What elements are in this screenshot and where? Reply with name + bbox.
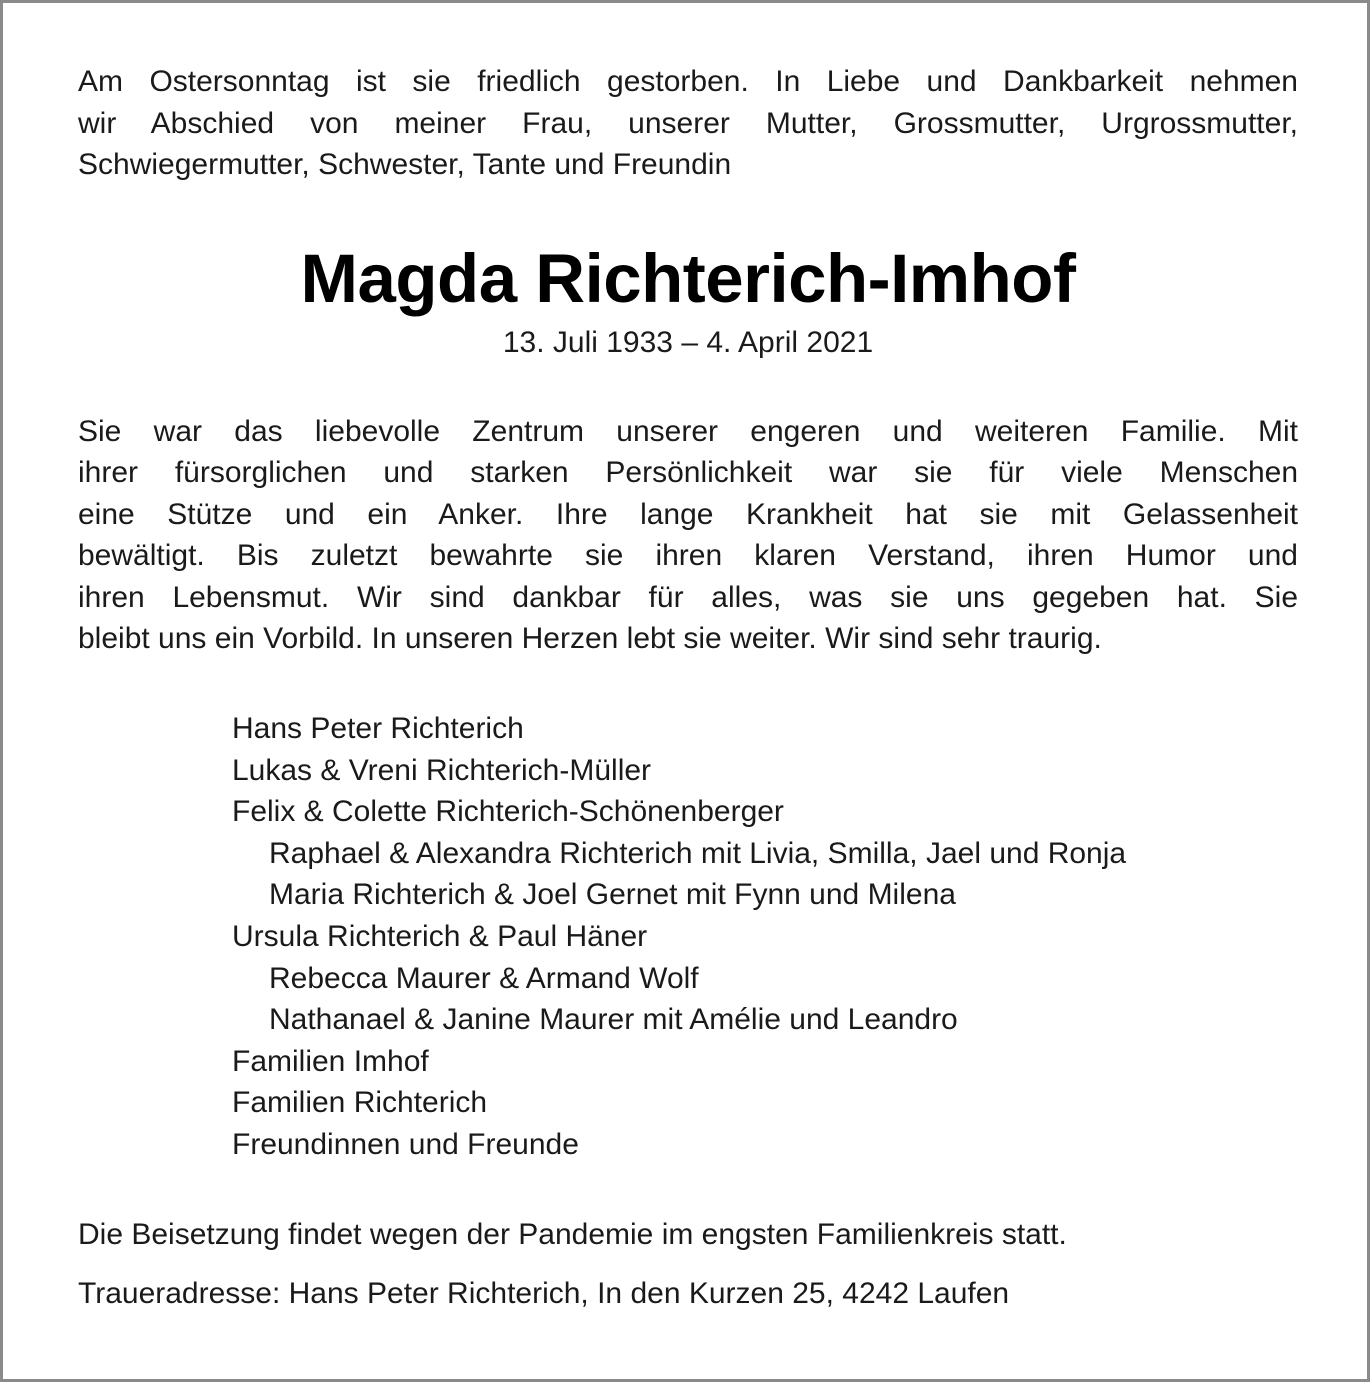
tribute-line: bleibt uns ein Vorbild. In unseren Herzen lebt sie weiter. Wir sind sehr traurig. [78, 622, 1102, 656]
mourner-entry: Felix & Colette Richterich-Schönenberger [232, 795, 784, 829]
mourner-entry: Lukas & Vreni Richterich-Müller [232, 753, 652, 787]
life-dates: 13. Juli 1933 – 4. April 2021 [502, 325, 874, 359]
mourner-entry: Maria Richterich & Joel Gernet mit Fynn und Milena [269, 878, 956, 912]
tribute-line: eine Stütze und ein Anker. Ihre lange Krankheit hat sie mit Gelassenheit [78, 497, 1298, 531]
tribute-text [78, 411, 1298, 661]
obituary-content [78, 61, 1298, 1314]
intro-text [78, 61, 1298, 186]
intro-line: Schwiegermutter, Schwester, Tante und Freundin [78, 148, 732, 181]
intro-line: wir Abschied von meiner Frau, unserer Mutter, Grossmutter, Urgrossmutter, [78, 106, 1298, 140]
tribute-line: ihren Lebensmut. Wir sind dankbar für alles, was sie uns gegeben hat. Sie [78, 580, 1298, 614]
mourner-entry: Hans Peter Richterich [232, 712, 524, 746]
tribute-line: bewältigt. Bis zuletzt bewahrte sie ihren klaren Verstand, ihren Humor und [78, 539, 1298, 573]
tribute-line: Sie war das liebevolle Zentrum unserer engeren und weiteren Familie. Mit [78, 414, 1298, 448]
mourner-entry: Freundinnen und Freunde [232, 1128, 579, 1161]
intro-line: Am Ostersonntag ist sie friedlich gestorben. In Liebe und Dankbarkeit nehmen [78, 65, 1298, 98]
mourner-entry: Rebecca Maurer & Armand Wolf [269, 961, 699, 995]
mourner-entry: Familien Richterich [232, 1086, 488, 1120]
mourner-entry: Raphael & Alexandra Richterich mit Livia, Smilla, Jael und Ronja [269, 836, 1127, 870]
mourners-list [232, 708, 1298, 1166]
mourner-entry: Nathanael & Janine Maurer mit Amélie und Leandro [269, 1003, 958, 1037]
burial-notice: Die Beisetzung findet wegen der Pandemie im engsten Familienkreis statt. [78, 1217, 1067, 1251]
tribute-line: ihrer fürsorglichen und starken Persönlichkeit war sie für viele Menschen [78, 456, 1298, 490]
mourning-address: Traueradresse: Hans Peter Richterich, In den Kurzen 25, 4242 Laufen [78, 1276, 1010, 1310]
mourner-entry: Familien Imhof [232, 1044, 429, 1078]
mourner-entry: Ursula Richterich & Paul Häner [232, 920, 648, 954]
deceased-name: Magda Richterich-Imhof [300, 239, 1076, 317]
